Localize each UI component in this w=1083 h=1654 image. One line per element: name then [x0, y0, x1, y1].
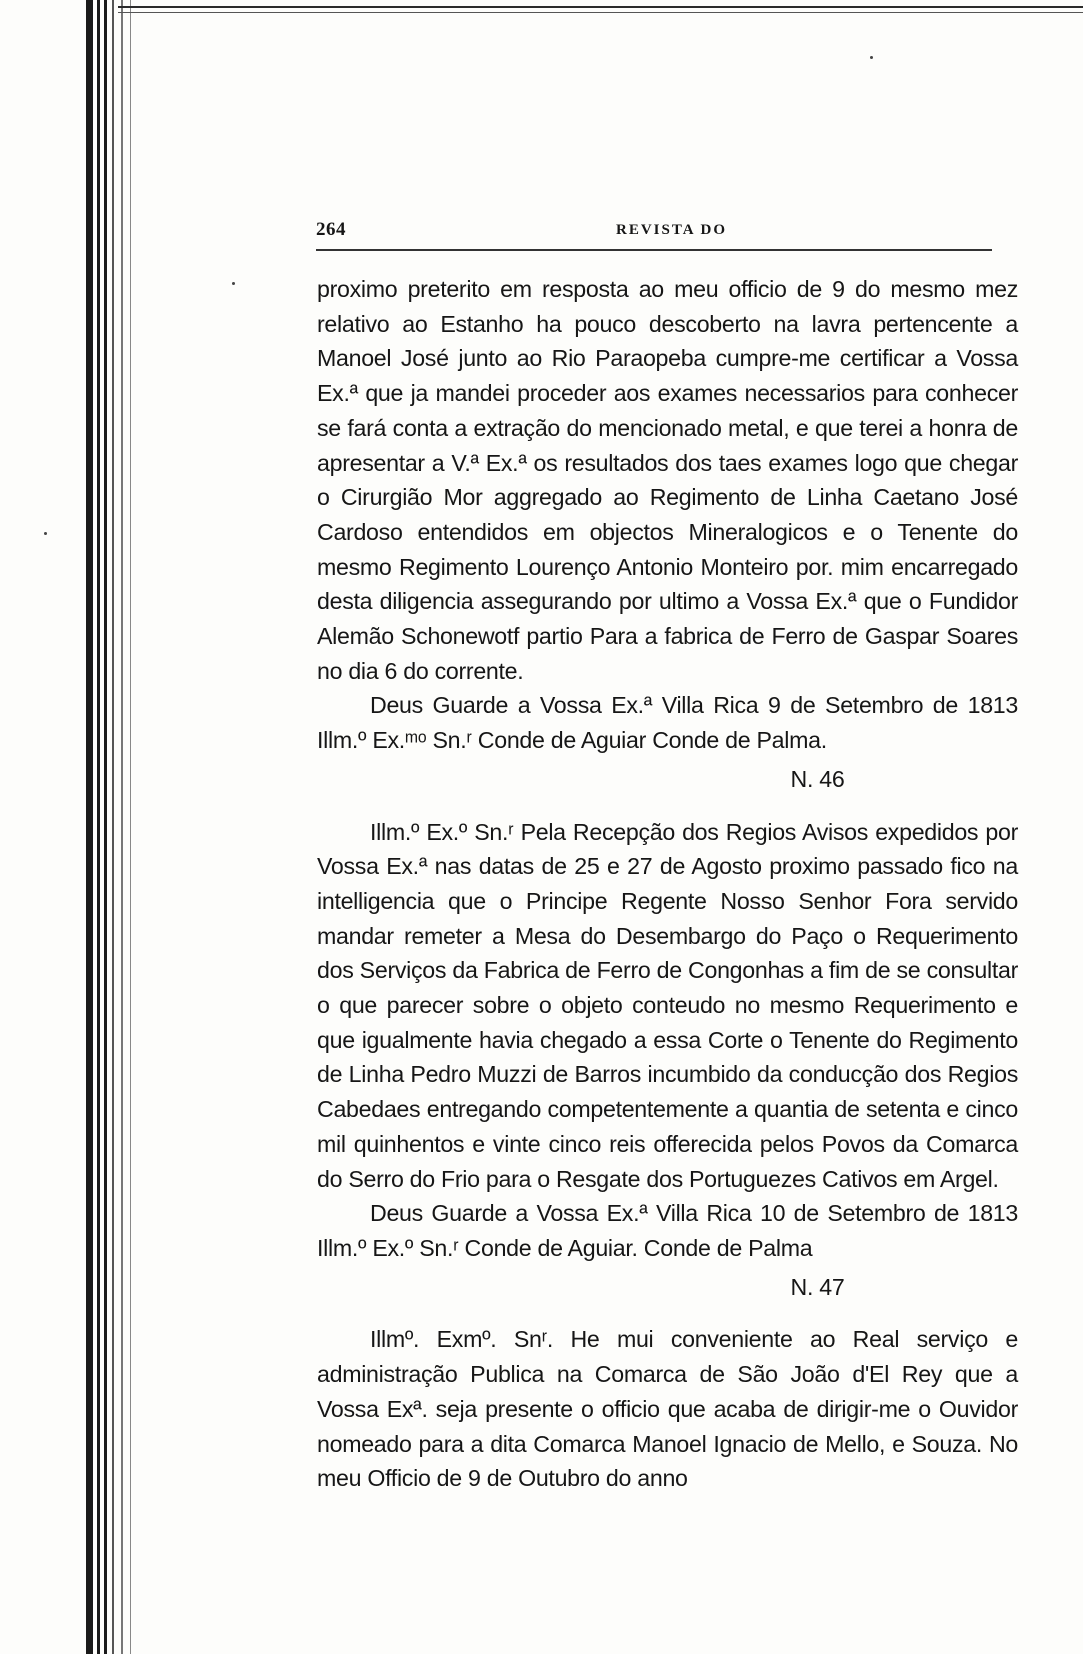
page-number: 264 [316, 219, 346, 240]
spacer [317, 1308, 1018, 1322]
book-binding-edge [130, 0, 131, 1654]
page-top-edge [118, 12, 1083, 13]
paragraph: Illm.º Ex.º Sn.ʳ Pela Recepção dos Regios Avisos expedidos por Vossa Ex.ª nas datas de 25 e 27 de Agosto proximo passado fico na intelligencia que o Principe Regente Nosso Senhor Fora servido mandar remeter a Mesa do Desembargo do Paço o Requerimento dos Serviços da Fabrica de Ferro de Congonhas a fim de se consultar o que parecer sobre o objeto conteudo no mesmo Requerimento e que igualmente havia chegado a essa Corte o Tenente do Regimento de Linha Pedro Muzzi de Barros incumbido da conducção dos Regios Cabedaes entregando competentemente a quantia de setenta e cinco mil quinhentos e vinte cinco reis offerecida pelos Povos da Comarca do Serro do Frio para o Resgate dos Portuguezes Cativos em Argel. [317, 818, 1018, 1192]
document-body [317, 272, 1018, 1496]
book-binding-edge [104, 0, 107, 1654]
spacer [317, 801, 1018, 815]
running-title: REVISTA DO [616, 222, 727, 238]
page-top-edge [118, 6, 1083, 8]
paragraph-closing: Deus Guarde a Vossa Ex.ª Villa Rica 9 de Setembro de 1813 Illm.º Ex.ᵐᵒ Sn.ʳ Conde de Aguiar Conde de Palma. [317, 692, 1018, 754]
book-binding-edge [121, 0, 123, 1654]
scan-speck [44, 532, 47, 535]
paragraph: Illmº. Exmº. Snʳ. He mui conveniente ao Real serviço e administração Publica na Comarca de São João d'El Rey que a Vossa Exª. seja presente o officio que acaba de dirigir-me o Ouvidor nomeado para a dita Comarca Manoel Ignacio de Mello, e Souza. No meu Officio de 9 de Outubro do anno [317, 1326, 1018, 1492]
paragraph: proximo preterito em resposta ao meu officio de 9 do mesmo mez relativo ao Estanho ha pouco descoberto na lavra pertencente a Manoel José junto ao Rio Paraopeba cumpre-me certificar a Vossa Ex.ª que ja mandei proceder aos exames necessarios para conhecer se fará conta a extração do mencionado metal, e que terei a honra de apresentar a V.ª Ex.ª os resultados dos taes exames logo que chegar o Cirurgião Mor aggregado ao Regimento de Linha Caetano José Cardoso entendidos em objectos Mineralogicos e o Tenente do mesmo Regimento Lourenço Antonio Monteiro por. mim encarregado desta diligencia assegurando por ultimo a Vossa Ex.ª que o Fundidor Alemão Schonewotf partio Para a fabrica de Ferro de Gaspar Soares no dia 6 do corrente. [317, 276, 1018, 684]
running-head [316, 219, 992, 245]
scan-speck [870, 56, 873, 59]
scan-speck [232, 282, 235, 285]
document-number: N. 46 [790, 765, 845, 792]
header-rule [316, 249, 992, 251]
paragraph-closing: Deus Guarde a Vossa Ex.ª Villa Rica 10 de Setembro de 1813 Illm.º Ex.º Sn.ʳ Conde de Aguiar. Conde de Palma [317, 1200, 1018, 1261]
document-number: N. 47 [790, 1273, 845, 1300]
book-binding-edge [112, 0, 114, 1654]
book-binding-edge [97, 0, 100, 1654]
book-binding-edge [86, 0, 93, 1654]
